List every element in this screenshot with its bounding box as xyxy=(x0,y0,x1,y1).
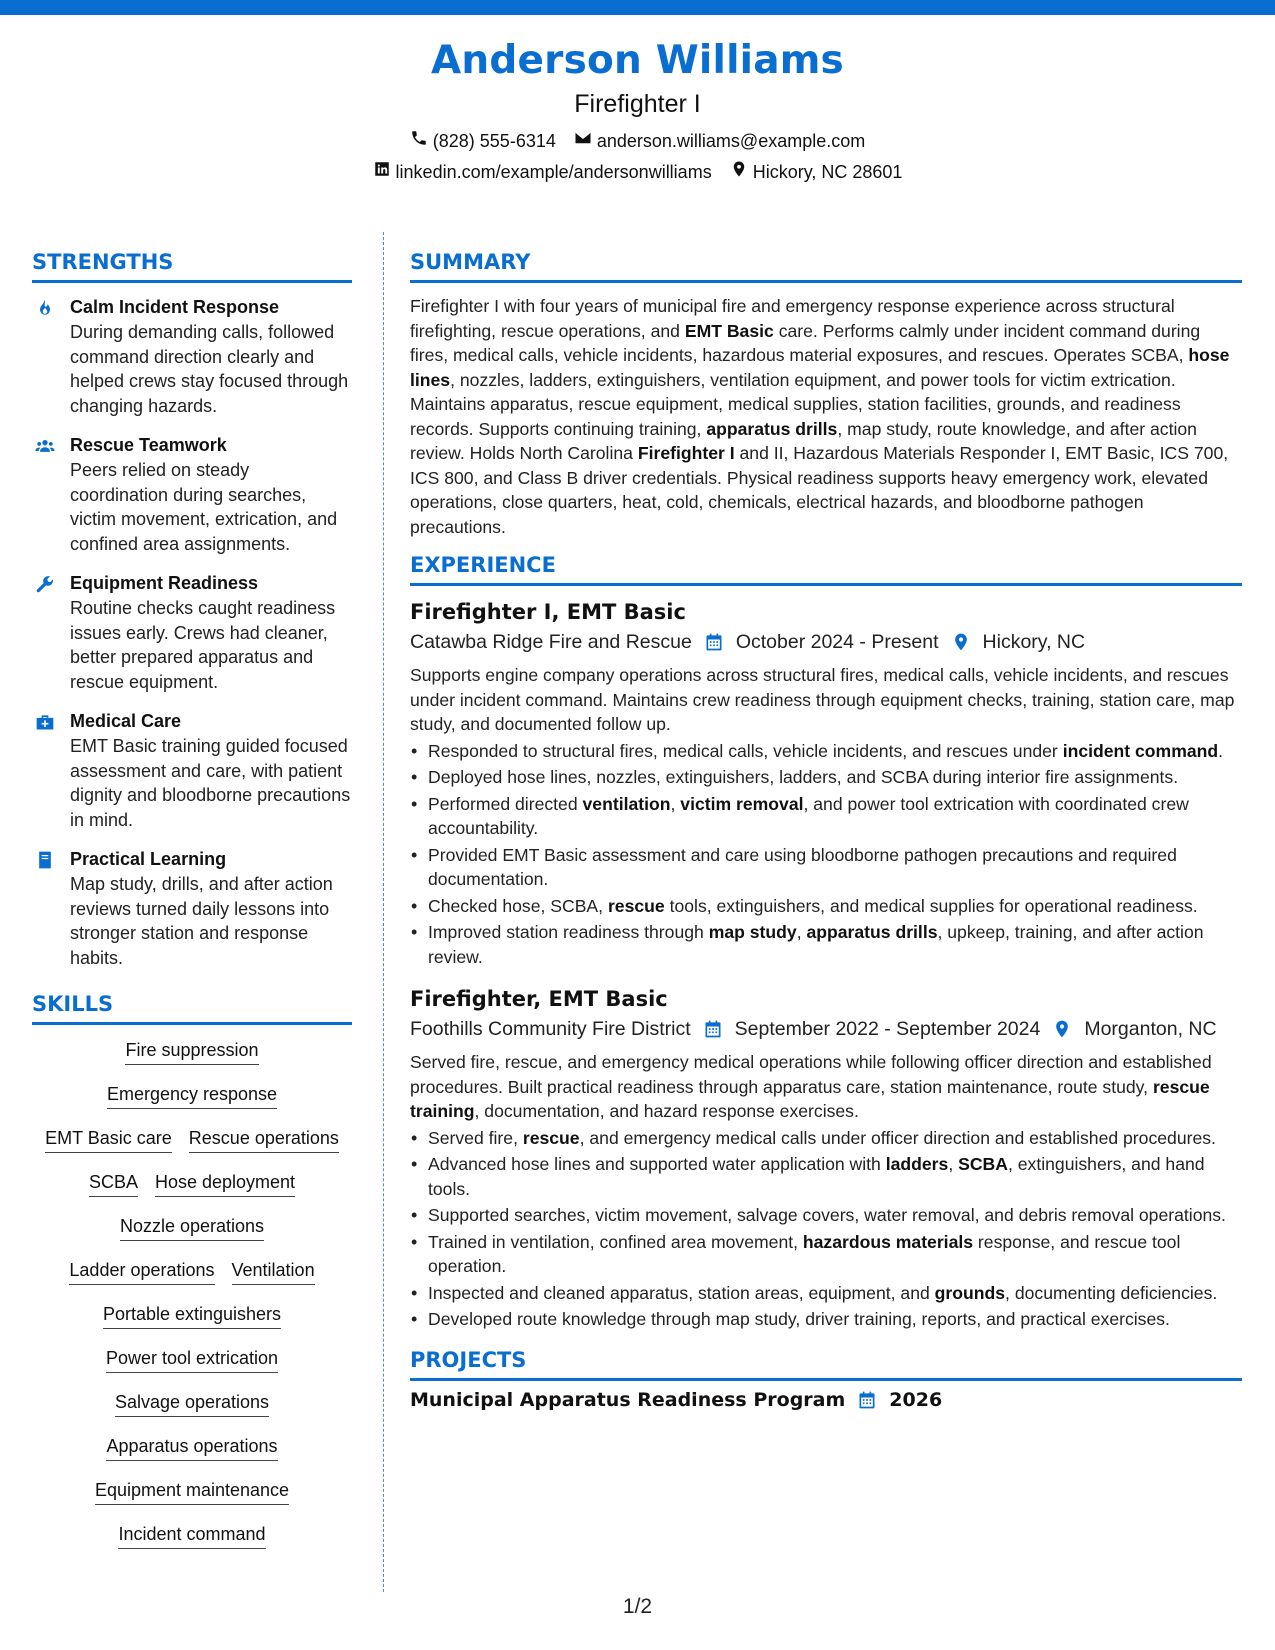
wrench-icon xyxy=(32,571,58,694)
linkedin-contact[interactable] xyxy=(373,160,712,184)
project-year: 2026 xyxy=(889,1388,943,1411)
skill-tag: EMT Basic care xyxy=(45,1127,172,1153)
job-description: Supports engine company operations across structural fires, medical calls, vehicle incidents, and rescues under incident command. Maintains crew readiness through equipment checks, training, station care, map study, and documented follow up. xyxy=(410,665,1235,734)
text-segment: Served fire, rescue, and emergency medical operations while following officer direction and established procedures. Built practical readiness through apparatus care, station maintenance, route study, xyxy=(410,1052,1212,1097)
text-segment: Inspected and cleaned apparatus, station areas, equipment, and xyxy=(428,1282,935,1303)
bullet-item xyxy=(410,1307,1242,1332)
text-segment: , xyxy=(796,922,807,942)
skill-row xyxy=(106,1347,278,1373)
skill-tag: Portable extinguishers xyxy=(103,1303,281,1329)
bullet-item xyxy=(410,1126,1242,1151)
job-bullets xyxy=(410,1126,1242,1332)
strengths-list xyxy=(32,295,352,970)
summary-heading: SUMMARY xyxy=(410,248,1242,283)
company-name: Catawba Ridge Fire and Rescue xyxy=(410,631,692,653)
bullet-item xyxy=(410,1203,1242,1228)
skill-row xyxy=(95,1479,289,1505)
job-location: Hickory, NC xyxy=(982,631,1086,653)
text-segment: Developed route knowledge through map study, driver training, reports, and practical exercises. xyxy=(428,1309,1170,1329)
bold-text: EMT Basic xyxy=(684,320,774,341)
bullet-item xyxy=(410,765,1242,790)
strength-desc: Map study, drills, and after action reviews turned daily lessons into stronger station and response habits. xyxy=(70,874,333,968)
bold-text: incident command xyxy=(1062,740,1219,761)
map-pin-icon xyxy=(951,632,971,652)
skill-tag: Nozzle operations xyxy=(120,1215,264,1241)
skill-tag: Ladder operations xyxy=(69,1259,214,1285)
text-segment: , upkeep, training, and after action review. xyxy=(428,922,1204,967)
calendar-icon xyxy=(857,1390,877,1410)
strength-item xyxy=(32,571,352,694)
job-entry xyxy=(410,598,1242,969)
column-divider xyxy=(383,232,384,1592)
project-title: Municipal Apparatus Readiness Program xyxy=(410,1388,846,1411)
skill-row xyxy=(120,1215,264,1241)
text-segment: response, and rescue tool operation. xyxy=(428,1231,1181,1276)
calendar-icon xyxy=(703,1019,723,1039)
text-segment: Trained in ventilation, confined area movement, xyxy=(428,1231,803,1252)
bold-text: hose lines xyxy=(410,345,1230,390)
skill-tag: Emergency response xyxy=(107,1083,277,1109)
skill-row xyxy=(103,1303,281,1329)
bullet-item xyxy=(410,1230,1242,1279)
skill-row xyxy=(89,1171,295,1197)
strength-title: Practical Learning xyxy=(70,849,227,869)
text-segment: care. Performs calmly under incident command during fires, medical calls, vehicle incidents, hazardous material exposures, and rescues. Operates SCBA, xyxy=(410,320,1201,365)
summary-text xyxy=(410,294,1242,539)
medkit-icon xyxy=(32,709,58,832)
text-segment: , nozzles, ladders, extinguishers, ventilation equipment, and power tools for victim extrication. Maintains apparatus, rescue equipment, medical supplies, station facilities, grounds, and readiness records. Supports continuing training, xyxy=(410,369,1181,439)
text-segment: , xyxy=(948,1154,959,1174)
users-icon xyxy=(32,433,58,556)
flame-icon xyxy=(32,295,58,418)
strength-item xyxy=(32,847,352,970)
text-segment: , documenting deficiencies. xyxy=(1005,1282,1218,1303)
page-number: 1/2 xyxy=(622,1595,653,1618)
text-segment: , extinguishers, and hand tools. xyxy=(428,1154,1205,1199)
strength-item xyxy=(32,295,352,418)
skill-tag: Ventilation xyxy=(232,1259,315,1285)
text-segment: Improved station readiness through xyxy=(428,922,709,942)
bold-text: rescue xyxy=(607,895,665,916)
strengths-heading: STRENGTHS xyxy=(32,248,352,283)
contact-line-1 xyxy=(0,129,1275,153)
bold-text: victim removal xyxy=(680,793,804,814)
candidate-name: Anderson Williams xyxy=(431,38,844,83)
skill-row xyxy=(125,1039,258,1065)
bold-text: apparatus drills xyxy=(706,418,838,439)
email-text: anderson.williams@example.com xyxy=(596,131,866,151)
bold-text: grounds xyxy=(934,1282,1006,1303)
location-contact xyxy=(730,160,903,184)
skill-row xyxy=(118,1523,265,1549)
text-segment: Responded to structural fires, medical calls, vehicle incidents, and rescues under xyxy=(428,740,1063,761)
skill-tag: Apparatus operations xyxy=(106,1435,277,1461)
text-segment: . xyxy=(1218,740,1224,761)
job-bullets xyxy=(410,739,1242,970)
bullet-item xyxy=(410,1152,1242,1201)
skill-row xyxy=(69,1259,314,1285)
company-name: Foothills Community Fire District xyxy=(410,1018,691,1040)
skill-row xyxy=(106,1435,277,1461)
strength-desc: Routine checks caught readiness issues early. Crews had cleaner, better prepared apparatus and rescue equipment. xyxy=(70,598,336,692)
book-icon xyxy=(32,847,58,970)
skill-row xyxy=(107,1083,277,1109)
bullet-item xyxy=(410,920,1242,969)
bold-text: Firefighter I xyxy=(637,443,735,463)
bullet-item xyxy=(410,792,1242,841)
text-segment: Firefighter I with four years of municipal fire and emergency response experience across structural firefighting, rescue operations, and xyxy=(410,296,1175,341)
text-segment: , xyxy=(670,793,681,814)
strength-title: Equipment Readiness xyxy=(70,573,259,593)
contact-line-2 xyxy=(0,160,1275,184)
job-location: Morganton, NC xyxy=(1084,1018,1217,1040)
text-segment: and II, Hazardous Materials Responder I, EMT Basic, ICS 700, ICS 800, and Class B driver credentials. Physical readiness supports heavy emergency work, elevated operations, close quarters, heat, cold, chemicals, electrical hazards, and bloodborne pathogen precautions. xyxy=(410,443,1229,537)
text-segment: Served fire, xyxy=(428,1127,523,1148)
text-segment: Advanced hose lines and supported water application with xyxy=(428,1154,886,1174)
bullet-item xyxy=(410,894,1242,919)
top-accent-bar xyxy=(0,0,1275,15)
bold-text: ladders xyxy=(885,1154,949,1174)
strength-item xyxy=(32,433,352,556)
job-dates: September 2022 - September 2024 xyxy=(734,1018,1041,1040)
text-segment: tools, extinguishers, and medical supplies for operational readiness. xyxy=(664,895,1198,916)
bold-text: hazardous materials xyxy=(802,1231,974,1252)
project-entry xyxy=(410,1389,1242,1411)
bold-text: rescue training xyxy=(410,1076,1210,1121)
strength-title: Rescue Teamwork xyxy=(70,435,227,455)
text-segment: Checked hose, SCBA, xyxy=(428,895,608,916)
strength-title: Calm Incident Response xyxy=(70,297,280,317)
experience-heading: EXPERIENCE xyxy=(410,551,1242,586)
map-pin-icon xyxy=(1052,1019,1072,1039)
email-contact[interactable] xyxy=(574,129,865,153)
job-entry xyxy=(410,985,1242,1332)
bullet-item xyxy=(410,739,1242,764)
text-segment: , and power tool extrication with coordinated crew accountability. xyxy=(428,793,1189,838)
skill-tag: Incident command xyxy=(118,1523,265,1549)
bullet-item xyxy=(410,843,1242,892)
skill-tag: Hose deployment xyxy=(155,1171,295,1197)
skill-tag: Power tool extrication xyxy=(106,1347,278,1373)
skill-tag: Salvage operations xyxy=(115,1391,269,1417)
skill-tag: Fire suppression xyxy=(125,1039,258,1065)
bold-text: SCBA xyxy=(958,1154,1008,1174)
left-column xyxy=(32,248,352,1567)
phone-text: (828) 555-6314 xyxy=(432,131,556,151)
candidate-title: Firefighter I xyxy=(574,90,701,118)
bold-text: ventilation xyxy=(582,793,671,814)
job-dates: October 2024 - Present xyxy=(735,631,939,653)
strength-desc: Peers relied on steady coordination during searches, victim movement, extrication, and confined area assignments. xyxy=(70,460,338,554)
skill-row xyxy=(45,1127,339,1153)
phone-contact[interactable] xyxy=(410,129,556,153)
job-description xyxy=(410,1050,1242,1124)
bold-text: rescue xyxy=(522,1127,580,1148)
job-title: Firefighter I, EMT Basic xyxy=(410,600,686,624)
strength-desc: During demanding calls, followed command direction clearly and helped crews stay focused through changing hazards. xyxy=(70,322,349,416)
text-segment: Supported searches, victim movement, salvage covers, water removal, and debris removal operations. xyxy=(428,1205,1226,1225)
linkedin-text: linkedin.com/example/andersonwilliams xyxy=(395,162,712,182)
text-segment: , map study, route knowledge, and after action review. Holds North Carolina xyxy=(410,418,1197,463)
location-text: Hickory, NC 28601 xyxy=(752,162,903,182)
strength-desc: EMT Basic training guided focused assessment and care, with patient dignity and bloodborne precautions in mind. xyxy=(70,736,351,830)
strength-item xyxy=(32,709,352,832)
text-segment: , documentation, and hazard response exercises. xyxy=(474,1101,859,1121)
bullet-item xyxy=(410,1281,1242,1306)
right-column xyxy=(410,248,1242,1411)
text-segment: Deployed hose lines, nozzles, extinguishers, ladders, and SCBA during interior fire assignments. xyxy=(428,767,1179,787)
calendar-icon xyxy=(704,632,724,652)
job-title: Firefighter, EMT Basic xyxy=(410,987,668,1011)
job-meta xyxy=(410,627,1242,657)
bold-text: map study xyxy=(708,922,797,942)
text-segment: Performed directed xyxy=(428,793,583,814)
linkedin-icon xyxy=(373,160,391,184)
projects-heading: PROJECTS xyxy=(410,1346,1242,1381)
skills-heading: SKILLS xyxy=(32,990,352,1025)
skills-list xyxy=(32,1039,352,1567)
strength-title: Medical Care xyxy=(70,711,182,731)
text-segment: Provided EMT Basic assessment and care using bloodborne pathogen precautions and required documentation. xyxy=(428,844,1177,889)
resume-header xyxy=(0,36,1275,184)
skill-row xyxy=(115,1391,269,1417)
job-meta xyxy=(410,1014,1242,1044)
phone-icon xyxy=(410,129,428,153)
bold-text: apparatus drills xyxy=(806,922,938,942)
envelope-icon xyxy=(574,129,592,153)
skill-tag: Equipment maintenance xyxy=(95,1479,289,1505)
skill-tag: Rescue operations xyxy=(189,1127,339,1153)
skill-tag: SCBA xyxy=(89,1171,138,1197)
map-pin-icon xyxy=(730,160,748,184)
text-segment: , and emergency medical calls under officer direction and established procedures. xyxy=(579,1127,1216,1148)
